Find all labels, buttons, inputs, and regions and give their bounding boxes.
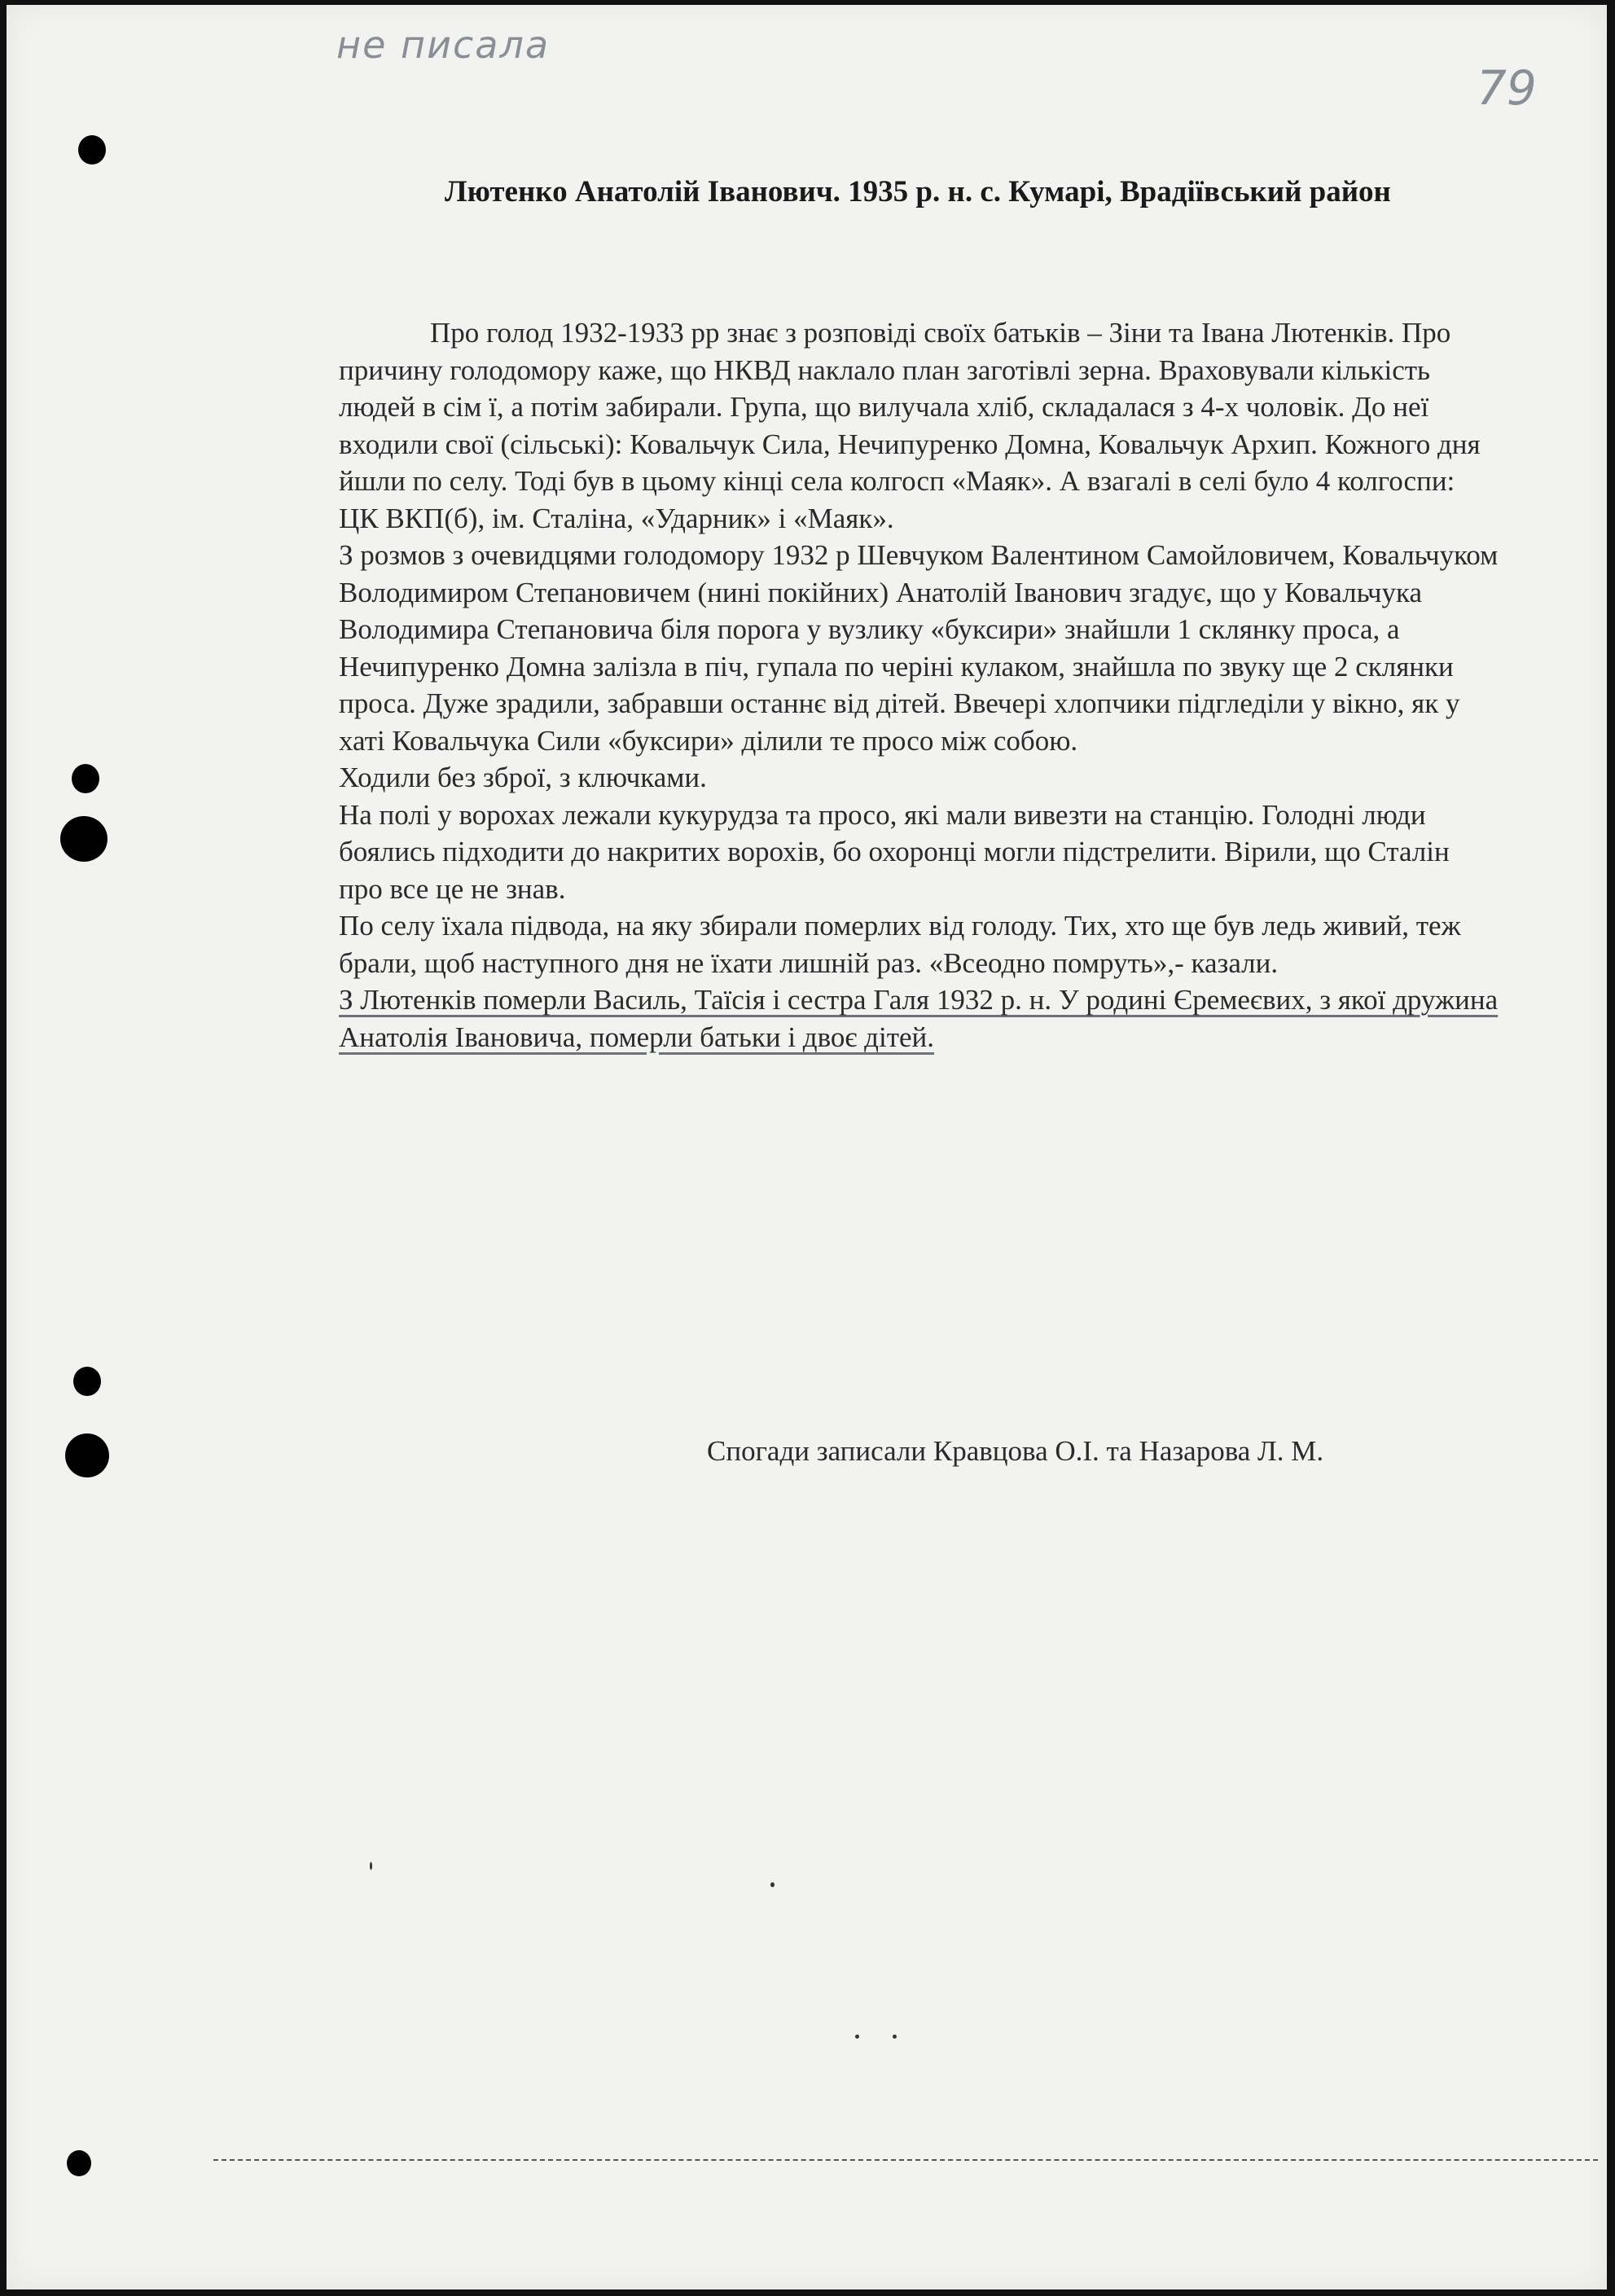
paragraph: Ходили без зброї, з ключками. bbox=[339, 762, 707, 793]
document-body bbox=[339, 314, 1499, 1056]
speck bbox=[370, 1862, 372, 1870]
bottom-dashed-line bbox=[213, 2159, 1598, 2161]
paragraph: Про голод 1932-1933 рр знає з розповіді своїх батьків – Зіни та Івана Лютенків. Про причину голодомору каже, що НКВД наклало план заготівлі зерна. Враховували кількість людей в сім ї, а потім забирали. Група, що вилучала хліб, складалася з 4-х чоловік. До неї входили свої (сільські): Ковальчук Сила, Нечипуренко Домна, Ковальчук Архип. Кожного дня йшли по селу. Тоді був в цьому кінці села колгосп «Маяк». А взагалі в селі було 4 колгоспи: ЦК ВКП(б), ім. Сталіна, «Ударник» і «Маяк». bbox=[339, 317, 1481, 534]
punch-hole bbox=[60, 816, 108, 862]
punch-hole bbox=[67, 2150, 91, 2176]
punch-hole bbox=[73, 1367, 101, 1396]
handwritten-note: не писала bbox=[336, 23, 551, 67]
document-title: Лютенко Анатолій Іванович. 1935 р. н. с. Кумарі, Врадіївський район bbox=[445, 175, 1391, 209]
paragraph: По селу їхала підвода, на яку збирали померлих від голоду. Тих, хто ще був ледь живий, теж брали, щоб наступного дня не їхати лишній раз. «Всеодно помруть»,- казали. bbox=[339, 910, 1461, 979]
paragraph-underlined: З Лютенків померли Василь, Таїсія і сестра Галя 1932 р. н. У родині Єремеєвих, з якої дружина Анатолія Івановича, померли батьки і двоє дітей. bbox=[339, 984, 1499, 1053]
speck bbox=[893, 2035, 897, 2039]
document-page bbox=[7, 5, 1607, 2289]
speck bbox=[855, 2035, 859, 2039]
punch-hole bbox=[72, 764, 99, 793]
paragraph: На полі у ворохах лежали кукурудза та просо, які мали вивезти на станцію. Голодні люди боялись підходити до накритих ворохів, бо охоронці могли підстрелити. Вірили, що Сталін про все це не знав. bbox=[339, 798, 1450, 905]
punch-hole bbox=[78, 135, 106, 165]
paragraph: З розмов з очевидцями голодомору 1932 р Шевчуком Валентином Самойловичем, Ковальчуком Володимиром Степановичем (нині покійних) Анатолій Іванович згадує, що у Ковальчука Володимира Степановича біля порога у вузлику «буксири» знайшли 1 склянку проса, а Нечипуренко Домна залізла в піч, гупала по черіні кулаком, знайшла по звуку ще 2 склянки проса. Дуже зрадили, забравши останнє від дітей. Ввечері хлопчики підгледіли у вікно, як у хаті Ковальчука Сили «буксири» ділили те просо між собою. bbox=[339, 539, 1499, 757]
page-number: 79 bbox=[1477, 60, 1537, 116]
credits-line: Спогади записали Кравцова О.І. та Назарова Л. М. bbox=[707, 1435, 1324, 1467]
speck bbox=[770, 1882, 775, 1887]
punch-hole bbox=[65, 1433, 109, 1477]
